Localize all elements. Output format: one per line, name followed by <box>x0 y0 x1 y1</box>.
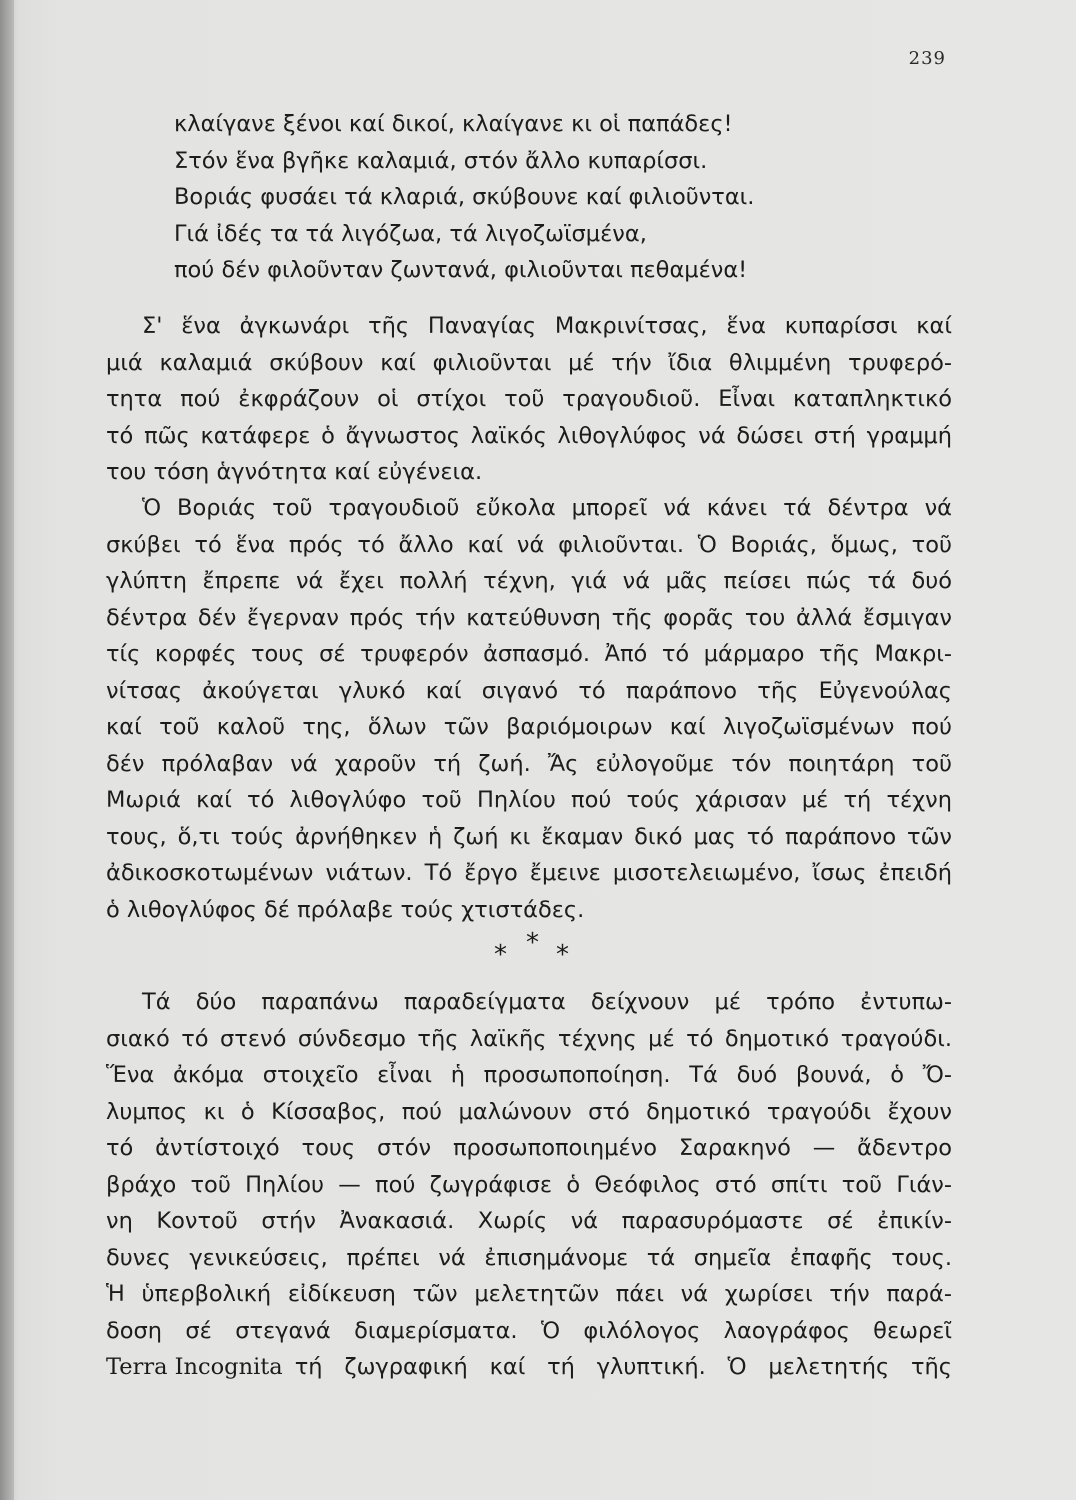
text-line: τίς κορφές τους σέ τρυφερόν ἀσπασμό. Ἀπό τό μάρμαρο τῆς Μακρι- <box>106 641 952 667</box>
text-line: τό πῶς κατάφερε ὁ ἄγνωστος λαϊκός λιθογλύφος νά δώσει στή γραμμή <box>106 422 952 449</box>
text-line: δοση σέ στεγανά διαμερίσματα. Ὁ φιλόλογος λαογράφος θεωρεῖ <box>106 1317 952 1344</box>
paragraph-2 <box>106 490 952 928</box>
book-gutter-shadow <box>0 0 14 1500</box>
section-separator <box>480 930 590 970</box>
text-line: δέντρα δέν ἔγερναν πρός τήν κατεύθυνση τῆς φορᾶς του ἀλλά ἔσμιγαν <box>106 604 952 631</box>
text-line: Μωριά καί τό λιθογλύφο τοῦ Πηλίου πού τούς χάρισαν μέ τή τέχνη <box>106 787 952 813</box>
text-line: σιακό τό στενό σύνδεσμο τῆς λαϊκῆς τέχνης μέ τό δημοτικό τραγούδι. <box>106 1025 952 1052</box>
text-line: Ἡ ὑπερβολική εἰδίκευση τῶν μελετητῶν πάει νά χωρίσει τήν παρά- <box>106 1281 952 1307</box>
text-line-rest: τή ζωγραφική καί τή γλυπτική. Ὁ μελετητής τῆς <box>294 1354 952 1380</box>
text-line: νίτσας ἀκούγεται γλυκό καί σιγανό τό παράπονο τῆς Εὐγενούλας <box>106 677 952 704</box>
text-line: καί τοῦ καλοῦ της, ὅλων τῶν βαριόμοιρων καί λιγοζωϊσμένων πού <box>106 714 952 740</box>
verse-line: Στόν ἕνα βγῆκε καλαμιά, στόν ἄλλο κυπαρίσσι. <box>174 147 708 174</box>
text-line: σκύβει τό ἕνα πρός τό ἄλλο καί νά φιλιοῦνται. Ὁ Βοριάς, ὅμως, τοῦ <box>106 531 952 558</box>
separator-asterisk: * <box>494 940 507 970</box>
verse-block <box>174 106 874 289</box>
text-line: νη Κοντοῦ στήν Ἀνακασιά. Χωρίς νά παρασυρόμαστε σέ ἐπικίν- <box>106 1208 952 1234</box>
text-line: Σ' ἕνα ἀγκωνάρι τῆς Παναγίας Μακρινίτσας, ἕνα κυπαρίσσι καί <box>142 313 952 339</box>
verse-line: πού δέν φιλοῦνταν ζωντανά, φιλιοῦνται πεθαμένα! <box>174 257 748 283</box>
verse-line: Γιά ἰδές τα τά λιγόζωα, τά λιγοζωϊσμένα, <box>174 220 647 247</box>
text-line: δυνες γενικεύσεις, πρέπει νά ἐπισημάνομε τά σημεῖα ἐπαφῆς τους. <box>106 1244 952 1271</box>
text-line: λυμπος κι ὁ Κίσσαβος, πού μαλώνουν στό δημοτικό τραγούδι ἔχουν <box>106 1098 952 1125</box>
separator-asterisk: * <box>526 928 539 958</box>
separator-asterisk: * <box>556 940 569 970</box>
text-line: ὁ λιθογλύφος δέ πρόλαβε τούς χτιστάδες. <box>106 896 585 923</box>
latin-phrase: Terra Incognita <box>106 1354 283 1380</box>
text-line: ἀδικοσκοτωμένων νιάτων. Τό ἔργο ἔμεινε μισοτελειωμένο, ἴσως ἐπειδή <box>106 860 952 886</box>
text-line: μιά καλαμιά σκύβουν καί φιλιοῦνται μέ τήν ἴδια θλιμμένη τρυφερό- <box>106 349 952 376</box>
paragraph-1 <box>106 308 952 491</box>
text-line: τητα πού ἐκφράζουν οἱ στίχοι τοῦ τραγουδιοῦ. Εἶναι καταπληκτικό <box>106 386 952 412</box>
text-line: γλύπτη ἔπρεπε νά ἔχει πολλή τέχνη, γιά νά μᾶς πείσει πώς τά δυό <box>106 568 952 594</box>
verse-line: Βοριάς φυσάει τά κλαριά, σκύβουνε καί φιλιοῦνται. <box>174 184 755 210</box>
text-line-last <box>106 1349 952 1386</box>
text-line: βράχο τοῦ Πηλίου — πού ζωγράφισε ὁ Θεόφιλος στό σπίτι τοῦ Γιάν- <box>106 1171 952 1198</box>
text-line: Τά δύο παραπάνω παραδείγματα δείχνουν μέ τρόπο ἐντυπω- <box>142 989 952 1015</box>
page-number: 239 <box>908 48 946 69</box>
text-line: Ἕνα ἀκόμα στοιχεῖο εἶναι ἡ προσωποποίηση. Τά δυό βουνά, ὁ Ὄ- <box>106 1062 952 1088</box>
text-line: Ὁ Βοριάς τοῦ τραγουδιοῦ εὔκολα μπορεῖ νά κάνει τά δέντρα νά <box>142 495 952 521</box>
text-line: του τόση ἁγνότητα καί εὐγένεια. <box>106 459 483 485</box>
paragraph-3 <box>106 984 952 1386</box>
text-line: τους, ὅ,τι τούς ἀρνήθηκεν ἡ ζωή κι ἔκαμαν δικό μας τό παράπονο τῶν <box>106 823 952 850</box>
verse-line: κλαίγανε ξένοι καί δικοί, κλαίγανε κι οἱ παπάδες! <box>174 111 733 137</box>
text-line: δέν πρόλαβαν νά χαροῦν τή ζωή. Ἄς εὐλογοῦμε τόν ποιητάρη τοῦ <box>106 750 952 777</box>
text-line: τό ἀντίστοιχό τους στόν προσωποποιημένο Σαρακηνό — ἄδεντρο <box>106 1135 952 1161</box>
